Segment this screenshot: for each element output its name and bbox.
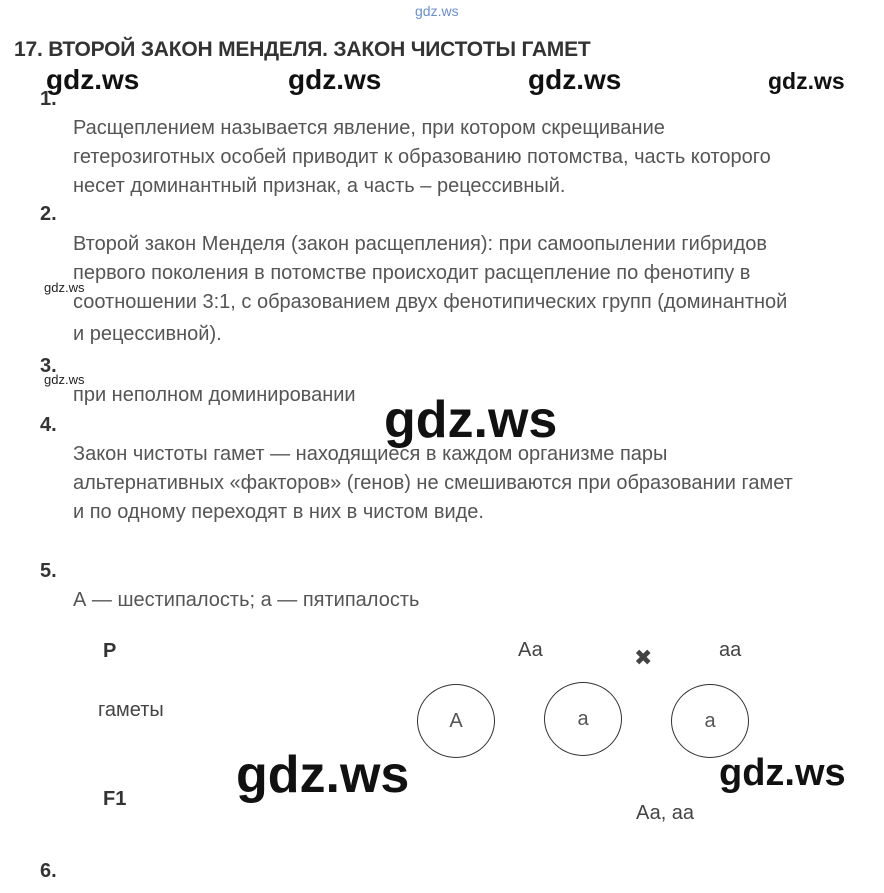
item-number: 3. bbox=[40, 355, 57, 377]
answer-text-4 bbox=[73, 440, 793, 527]
gamete-label: а bbox=[704, 709, 716, 732]
item-number: 2. bbox=[40, 203, 57, 225]
cross-icon: ✖ bbox=[634, 645, 653, 670]
parents-label: P bbox=[103, 640, 117, 662]
text-line: и по одному переходят в них в чистом виде. bbox=[73, 501, 484, 523]
parent-genotype-1: Аа bbox=[518, 639, 543, 661]
watermark-small: gdz.ws bbox=[44, 372, 85, 387]
answer-text-3 bbox=[73, 381, 356, 410]
answer-text-1 bbox=[73, 114, 771, 201]
gamete-label: а bbox=[577, 707, 589, 730]
text-line: Расщеплением называется явление, при котором скрещивание bbox=[73, 117, 665, 139]
text-line: Второй закон Менделя (закон расщепления): при самоопылении гибридов bbox=[73, 233, 768, 255]
gametes-label: гаметы bbox=[98, 699, 164, 721]
gamete-circle bbox=[417, 684, 495, 758]
f1-label: F1 bbox=[103, 788, 127, 810]
text-line: А — шестипалость; а — пятипалость bbox=[73, 589, 420, 611]
watermark-small: gdz.ws bbox=[44, 280, 85, 295]
watermark-large: gdz.ws bbox=[719, 752, 846, 794]
watermark: gdz.ws bbox=[768, 68, 845, 94]
answer-text-5 bbox=[73, 586, 419, 615]
text-line: при неполном доминировании bbox=[73, 384, 356, 406]
watermark: gdz.ws bbox=[288, 64, 382, 95]
text-line: соотношении 3:1, с образованием двух фенотипических групп (доминантной bbox=[73, 291, 788, 313]
watermark-large: gdz.ws bbox=[384, 391, 558, 449]
watermark: gdz.ws bbox=[528, 64, 622, 95]
gamete-label: А bbox=[449, 709, 463, 732]
text-line: альтернативных «факторов» (генов) не смешиваются при образовании гамет bbox=[73, 472, 793, 494]
text-line: первого поколения в потомстве происходит расщепление по фенотипу в bbox=[73, 262, 751, 284]
text-line: и рецессивной). bbox=[73, 323, 222, 345]
offspring-genotypes: Аа, аа bbox=[636, 802, 695, 824]
item-number: 5. bbox=[40, 560, 57, 582]
text-line: несет доминантный признак, а часть – рецессивный. bbox=[73, 175, 566, 197]
watermark-top: gdz.ws bbox=[415, 3, 459, 19]
gamete-circle bbox=[671, 684, 749, 758]
text-line: Закон чистоты гамет — находящиеся в каждом организме пары bbox=[73, 443, 668, 465]
item-number: 6. bbox=[40, 860, 57, 882]
parent-genotype-2: аа bbox=[719, 639, 742, 661]
item-number: 1. bbox=[40, 88, 57, 110]
gamete-circle bbox=[544, 682, 622, 756]
answer-text-2 bbox=[73, 230, 787, 349]
text-line: гетерозиготных особей приводит к образованию потомства, часть которого bbox=[73, 146, 771, 168]
watermark: gdz.ws bbox=[46, 64, 140, 95]
item-number: 4. bbox=[40, 414, 57, 436]
watermark-large: gdz.ws bbox=[236, 746, 410, 804]
page-title: 17. ВТОРОЙ ЗАКОН МЕНДЕЛЯ. ЗАКОН ЧИСТОТЫ ГАМЕТ bbox=[14, 38, 591, 61]
